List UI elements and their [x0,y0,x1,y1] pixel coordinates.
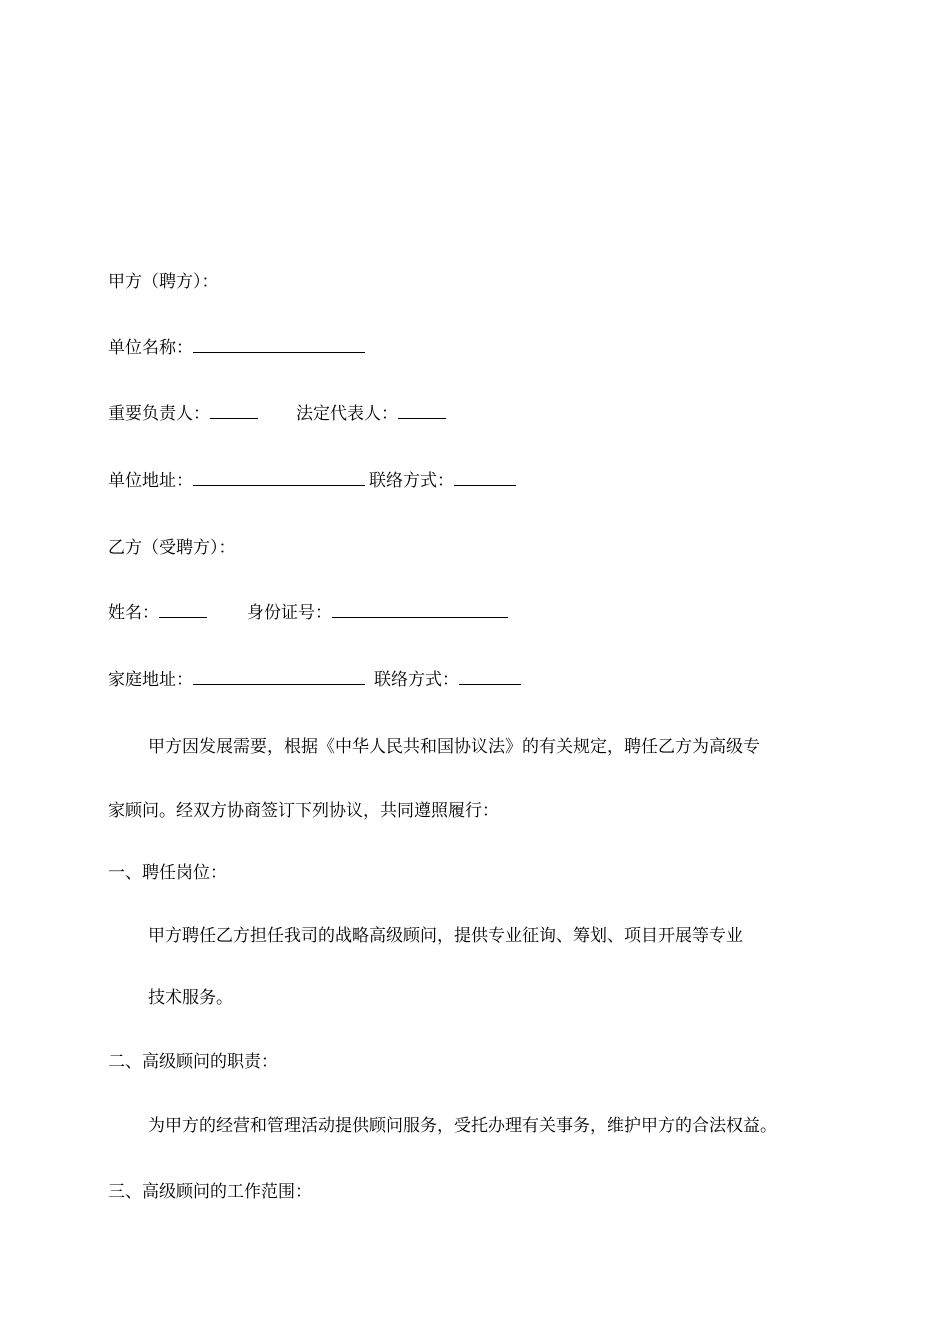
party-a-address-row [108,469,516,493]
main-person-label: 重要负责人： [108,404,210,424]
section-2-body: 为甲方的经营和管理活动提供顾问服务，受托办理有关事务，维护甲方的合法权益。 [148,1116,777,1136]
home-address-blank[interactable] [193,668,365,685]
section-1-body-line-1: 甲方聘任乙方担任我司的战略高级顾问，提供专业征询、筹划、项目开展等专业 [148,926,743,946]
party-a-org-name-row [108,336,365,360]
legal-rep-label: 法定代表人： [296,404,398,424]
id-number-blank[interactable] [332,601,508,618]
name-blank[interactable] [159,601,207,618]
home-contact-label: 联络方式： [374,670,459,690]
intro-line-2: 家顾问。经双方协商签订下列协议，共同遵照履行： [108,801,499,821]
party-a-heading: 甲方（聘方）： [108,272,219,292]
section-1-body-line-2: 技术服务。 [148,988,233,1008]
party-b-heading: 乙方（受聘方）： [108,538,236,558]
section-1-heading: 一、聘任岗位： [108,863,227,883]
legal-rep-blank[interactable] [398,402,446,419]
main-person-blank[interactable] [210,402,258,419]
home-address-label: 家庭地址： [108,670,193,690]
org-name-blank[interactable] [193,336,365,353]
section-3-heading: 三、高级顾问的工作范围： [108,1182,312,1202]
intro-line-1: 甲方因发展需要，根据《中华人民共和国协议法》的有关规定，聘任乙方为高级专 [148,737,760,757]
id-number-label: 身份证号： [247,603,332,623]
party-b-address-row [108,668,521,692]
name-label: 姓名： [108,603,159,623]
party-a-person-row [108,402,446,426]
home-contact-blank[interactable] [459,668,521,685]
org-contact-label: 联络方式： [369,471,454,491]
party-b-name-row [108,601,508,625]
org-address-label: 单位地址： [108,471,193,491]
section-2-heading: 二、高级顾问的职责： [108,1052,278,1072]
org-name-label: 单位名称： [108,338,193,358]
org-address-blank[interactable] [193,469,365,486]
org-contact-blank[interactable] [454,469,516,486]
